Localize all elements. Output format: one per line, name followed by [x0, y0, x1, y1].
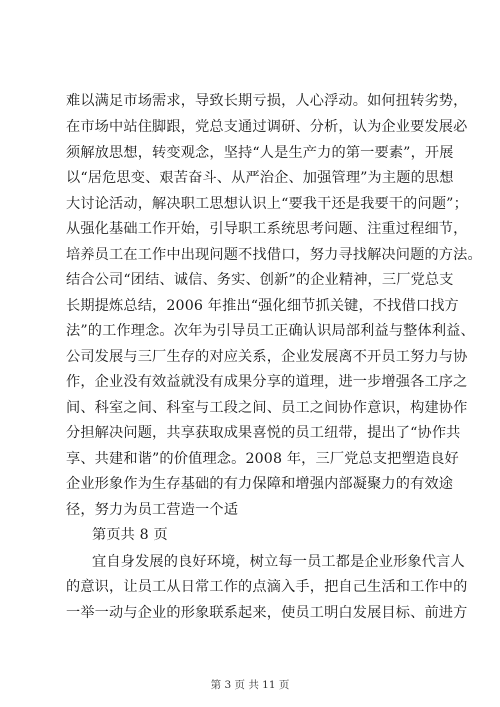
- text-line: 分担解决问题，共享获取成果喜悦的员工纽带，提出了“协作共: [66, 425, 461, 441]
- text-line: 结合公司“团结、诚信、务实、创新”的企业精神，三厂党总支: [66, 272, 454, 288]
- text-line: 间、科室之间、科室与工段之间、员工之间协作意识，构建协作: [66, 400, 468, 416]
- text-line: 企业形象作为生存基础的有力保障和增强内部凝聚力的有效途: [66, 476, 454, 492]
- text-line: 从强化基础工作开始，引导职工系统思考问题、注重过程细节，: [66, 221, 468, 237]
- page-counter-line: 第页共 8 页: [92, 527, 168, 543]
- text-line: 径，努力为员工营造一个适: [66, 502, 239, 518]
- text-line: 在市场中站住脚跟，党总支通过调研、分析，认为企业要发展必: [66, 119, 468, 135]
- text-line: 享、共建和谐”的价值理念。2008 年，三厂党总支把塑造良好: [66, 451, 459, 467]
- text-line: 一举一动与企业的形象联系起来，使员工明白发展目标、前进方: [66, 605, 468, 621]
- text-line: 长期提炼总结，2006 年推出“强化细节抓关键，不找借口找方: [66, 298, 459, 314]
- text-line: 的意识，让员工从日常工作的点滴入手，把自己生活和工作中的: [66, 579, 468, 595]
- text-line: 大讨论活动，解决职工思想认识上“要我干还是我要干的问题”；: [66, 196, 468, 212]
- text-line: 以“居危思变、艰苦奋斗、从严治企、加强管理”为主题的思想: [66, 170, 454, 186]
- text-line: 培养员工在工作中出现问题不找借口，努力寻找解决问题的方法。: [66, 247, 482, 263]
- page-footer: 第 3 页 共 11 页: [210, 679, 290, 691]
- text-line: 须解放思想，转变观念，坚持“人是生产力的第一要素”，开展: [66, 145, 454, 161]
- text-line: 公司发展与三厂生存的对应关系，企业发展离不开员工努力与协: [66, 349, 468, 365]
- text-line: 法”的工作理念。次年为引导员工正确认识局部利益与整体利益、: [66, 323, 475, 339]
- text-line: 宜自身发展的良好环境，树立每一员工都是企业形象代言人: [92, 554, 465, 570]
- text-line: 难以满足市场需求，导致长期亏损，人心浮动。如何扭转劣势，: [66, 93, 468, 109]
- text-line: 作，企业没有效益就没有成果分享的道理，进一步增强各工序之: [66, 374, 468, 390]
